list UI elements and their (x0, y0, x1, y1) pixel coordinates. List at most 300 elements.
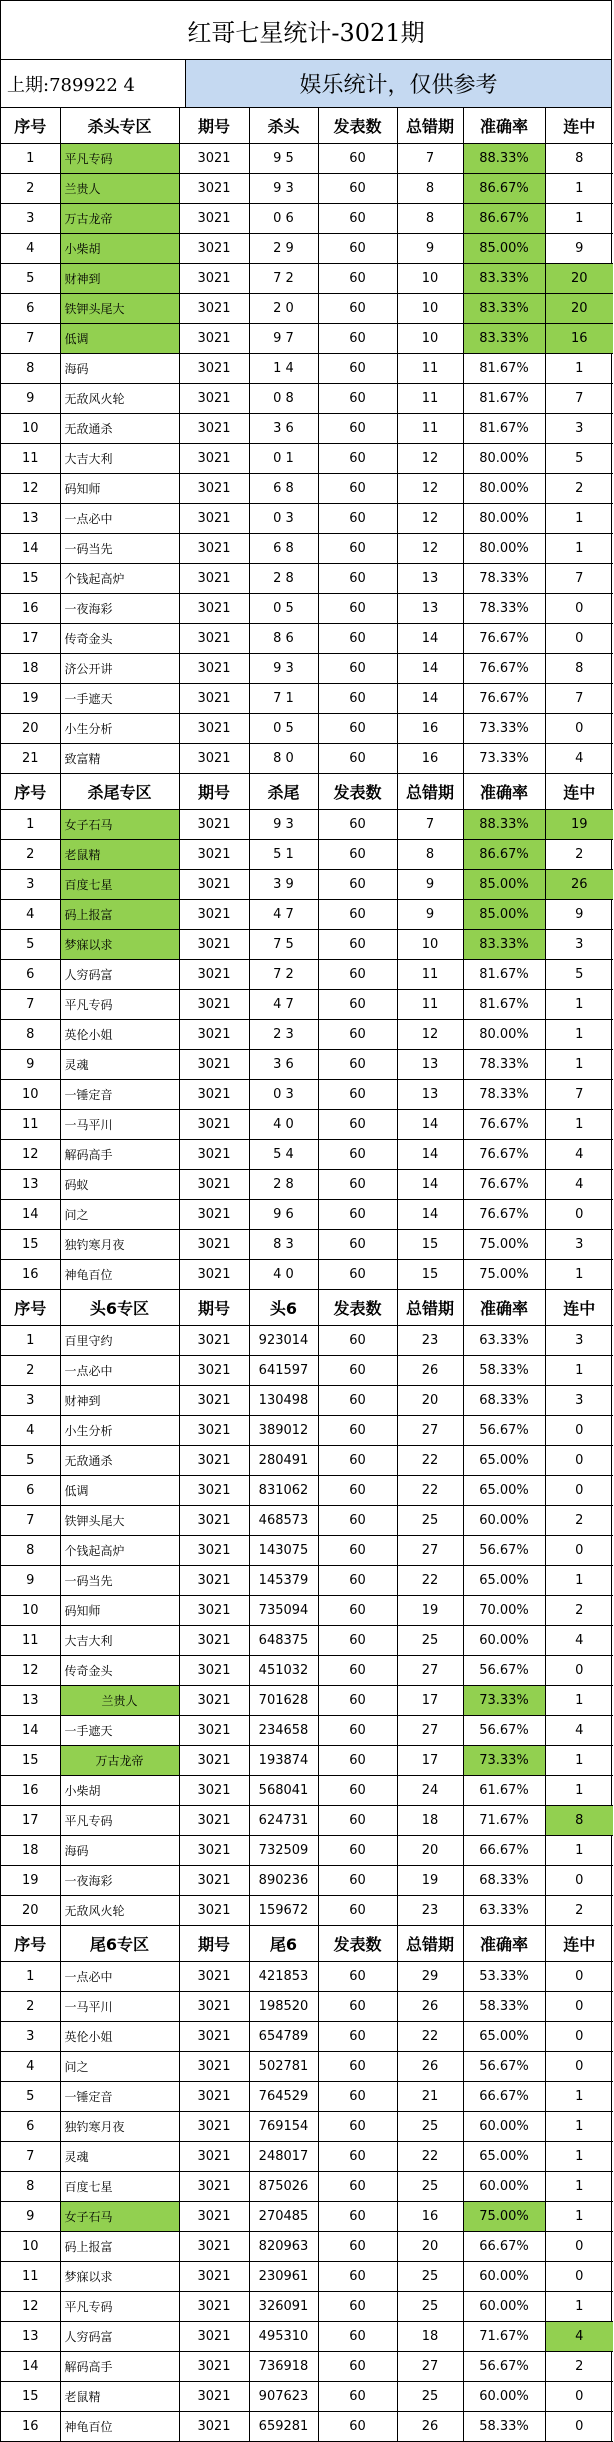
post-count: 60 (318, 1746, 397, 1776)
code-value: 2 8 (249, 564, 318, 594)
error-count: 20 (397, 1836, 463, 1866)
streak-count: 0 (545, 1446, 613, 1476)
error-count: 12 (397, 504, 463, 534)
issue-number: 3021 (179, 384, 249, 414)
post-count: 60 (318, 2022, 397, 2052)
row-number: 3 (1, 204, 60, 234)
accuracy-rate: 76.67% (463, 654, 545, 684)
streak-count: 3 (545, 414, 613, 444)
post-count: 60 (318, 840, 397, 870)
streak-count: 1 (545, 990, 613, 1020)
header-total: 发表数 (318, 1290, 397, 1326)
accuracy-rate: 56.67% (463, 2052, 545, 2082)
table-row (1, 1200, 613, 1230)
error-count: 9 (397, 900, 463, 930)
row-number: 3 (1, 1386, 60, 1416)
post-count: 60 (318, 324, 397, 354)
predictor-name: 一锤定音 (60, 2082, 179, 2112)
header-no: 序号 (1, 108, 60, 144)
post-count: 60 (318, 1140, 397, 1170)
predictor-name: 码知师 (60, 474, 179, 504)
accuracy-rate: 65.00% (463, 2022, 545, 2052)
issue-number: 3021 (179, 1446, 249, 1476)
code-value: 641597 (249, 1356, 318, 1386)
accuracy-rate: 61.67% (463, 1776, 545, 1806)
post-count: 60 (318, 354, 397, 384)
streak-count: 0 (545, 2232, 613, 2262)
row-number: 1 (1, 810, 60, 840)
row-number: 19 (1, 684, 60, 714)
predictor-name: 低调 (60, 324, 179, 354)
issue-number: 3021 (179, 2322, 249, 2352)
streak-count: 1 (545, 1110, 613, 1140)
accuracy-rate: 86.67% (463, 204, 545, 234)
predictor-name: 无敌风火轮 (60, 384, 179, 414)
row-number: 15 (1, 1746, 60, 1776)
error-count: 12 (397, 444, 463, 474)
table-row (1, 384, 613, 414)
accuracy-rate: 83.33% (463, 264, 545, 294)
issue-number: 3021 (179, 744, 249, 774)
error-count: 10 (397, 264, 463, 294)
predictor-name: 神龟百位 (60, 1260, 179, 1290)
accuracy-rate: 65.00% (463, 2142, 545, 2172)
accuracy-rate: 80.00% (463, 504, 545, 534)
accuracy-rate: 71.67% (463, 1806, 545, 1836)
post-count: 60 (318, 1836, 397, 1866)
accuracy-rate: 65.00% (463, 1566, 545, 1596)
table-row (1, 1080, 613, 1110)
error-count: 27 (397, 1416, 463, 1446)
code-value: 732509 (249, 1836, 318, 1866)
predictor-name: 英伦小姐 (60, 1020, 179, 1050)
row-number: 13 (1, 1686, 60, 1716)
row-number: 6 (1, 1476, 60, 1506)
table-row (1, 1020, 613, 1050)
streak-count: 1 (545, 354, 613, 384)
table-row (1, 2322, 613, 2352)
predictor-name: 个钱起高炉 (60, 564, 179, 594)
issue-number: 3021 (179, 324, 249, 354)
code-value: 0 8 (249, 384, 318, 414)
streak-count: 1 (545, 2202, 613, 2232)
row-number: 9 (1, 2202, 60, 2232)
post-count: 60 (318, 204, 397, 234)
row-number: 2 (1, 840, 60, 870)
post-count: 60 (318, 2082, 397, 2112)
row-number: 3 (1, 2022, 60, 2052)
accuracy-rate: 88.33% (463, 144, 545, 174)
error-count: 13 (397, 594, 463, 624)
table-row (1, 564, 613, 594)
table-row (1, 1992, 613, 2022)
post-count: 60 (318, 1656, 397, 1686)
predictor-name: 平凡专码 (60, 990, 179, 1020)
table-row (1, 1110, 613, 1140)
predictor-name: 海码 (60, 354, 179, 384)
predictor-name: 无敌通杀 (60, 1446, 179, 1476)
issue-number: 3021 (179, 174, 249, 204)
table-row (1, 1326, 613, 1356)
error-count: 26 (397, 2412, 463, 2442)
accuracy-rate: 80.00% (463, 1020, 545, 1050)
predictor-name: 平凡专码 (60, 2292, 179, 2322)
table-row (1, 1746, 613, 1776)
error-count: 25 (397, 1626, 463, 1656)
issue-number: 3021 (179, 504, 249, 534)
accuracy-rate: 76.67% (463, 1140, 545, 1170)
error-count: 14 (397, 1110, 463, 1140)
predictor-name: 灵魂 (60, 2142, 179, 2172)
post-count: 60 (318, 294, 397, 324)
issue-number: 3021 (179, 1836, 249, 1866)
code-value: 4 0 (249, 1110, 318, 1140)
accuracy-rate: 65.00% (463, 1476, 545, 1506)
streak-count: 0 (545, 1416, 613, 1446)
post-count: 60 (318, 234, 397, 264)
row-number: 20 (1, 714, 60, 744)
streak-count: 4 (545, 1626, 613, 1656)
streak-count: 7 (545, 1080, 613, 1110)
streak-count: 1 (545, 1566, 613, 1596)
error-count: 22 (397, 2022, 463, 2052)
error-count: 8 (397, 204, 463, 234)
issue-number: 3021 (179, 930, 249, 960)
accuracy-rate: 58.33% (463, 1992, 545, 2022)
predictor-name: 灵魂 (60, 1050, 179, 1080)
accuracy-rate: 83.33% (463, 324, 545, 354)
issue-number: 3021 (179, 654, 249, 684)
code-value: 198520 (249, 1992, 318, 2022)
streak-count: 7 (545, 564, 613, 594)
code-value: 831062 (249, 1476, 318, 1506)
predictor-name: 无敌风火轮 (60, 1896, 179, 1926)
predictor-name: 码上报富 (60, 900, 179, 930)
accuracy-rate: 78.33% (463, 1050, 545, 1080)
predictor-name: 一夜海彩 (60, 1866, 179, 1896)
streak-count: 19 (545, 810, 613, 840)
error-count: 12 (397, 534, 463, 564)
table-row (1, 174, 613, 204)
header-zone: 头6专区 (60, 1290, 179, 1326)
code-value: 9 7 (249, 324, 318, 354)
predictor-name: 低调 (60, 1476, 179, 1506)
accuracy-rate: 76.67% (463, 1170, 545, 1200)
error-count: 14 (397, 1140, 463, 1170)
table-row (1, 1170, 613, 1200)
issue-number: 3021 (179, 354, 249, 384)
code-value: 820963 (249, 2232, 318, 2262)
predictor-name: 平凡专码 (60, 1806, 179, 1836)
predictor-name: 英伦小姐 (60, 2022, 179, 2052)
issue-number: 3021 (179, 1896, 249, 1926)
post-count: 60 (318, 2292, 397, 2322)
post-count: 60 (318, 1716, 397, 1746)
table-row (1, 534, 613, 564)
error-count: 25 (397, 2172, 463, 2202)
issue-number: 3021 (179, 1416, 249, 1446)
post-count: 60 (318, 1356, 397, 1386)
table-row (1, 1416, 613, 1446)
issue-number: 3021 (179, 204, 249, 234)
error-count: 11 (397, 960, 463, 990)
predictor-name: 个钱起高炉 (60, 1536, 179, 1566)
post-count: 60 (318, 2322, 397, 2352)
table-row (1, 2412, 613, 2442)
table-row (1, 144, 613, 174)
issue-number: 3021 (179, 1656, 249, 1686)
header-errors: 总错期 (397, 1926, 463, 1962)
accuracy-rate: 71.67% (463, 2322, 545, 2352)
post-count: 60 (318, 930, 397, 960)
code-value: 0 5 (249, 594, 318, 624)
accuracy-rate: 80.00% (463, 474, 545, 504)
section-header-row (1, 774, 613, 810)
streak-count: 8 (545, 1806, 613, 1836)
error-count: 27 (397, 1656, 463, 1686)
predictor-name: 问之 (60, 1200, 179, 1230)
error-count: 14 (397, 684, 463, 714)
predictor-name: 一马平川 (60, 1110, 179, 1140)
section-header-row (1, 108, 613, 144)
row-number: 1 (1, 144, 60, 174)
accuracy-rate: 56.67% (463, 1416, 545, 1446)
code-value: 8 3 (249, 1230, 318, 1260)
streak-count: 2 (545, 1506, 613, 1536)
table-row (1, 2232, 613, 2262)
issue-number: 3021 (179, 2172, 249, 2202)
row-number: 2 (1, 174, 60, 204)
row-number: 18 (1, 654, 60, 684)
issue-number: 3021 (179, 1110, 249, 1140)
error-count: 23 (397, 1326, 463, 1356)
streak-count: 0 (545, 1866, 613, 1896)
streak-count: 0 (545, 1992, 613, 2022)
code-value: 451032 (249, 1656, 318, 1686)
row-number: 15 (1, 1230, 60, 1260)
streak-count: 2 (545, 1596, 613, 1626)
header-errors: 总错期 (397, 1290, 463, 1326)
accuracy-rate: 85.00% (463, 900, 545, 930)
error-count: 29 (397, 1962, 463, 1992)
table-row (1, 1776, 613, 1806)
error-count: 17 (397, 1746, 463, 1776)
streak-count: 1 (545, 1746, 613, 1776)
post-count: 60 (318, 1992, 397, 2022)
streak-count: 1 (545, 2112, 613, 2142)
streak-count: 0 (545, 2052, 613, 2082)
error-count: 14 (397, 654, 463, 684)
post-count: 60 (318, 474, 397, 504)
post-count: 60 (318, 2382, 397, 2412)
predictor-name: 解码高手 (60, 2352, 179, 2382)
post-count: 60 (318, 1110, 397, 1140)
code-value: 9 3 (249, 174, 318, 204)
row-number: 10 (1, 1596, 60, 1626)
accuracy-rate: 60.00% (463, 2172, 545, 2202)
post-count: 60 (318, 1962, 397, 1992)
table-row (1, 1566, 613, 1596)
accuracy-rate: 85.00% (463, 870, 545, 900)
row-number: 12 (1, 1140, 60, 1170)
table-row (1, 624, 613, 654)
error-count: 14 (397, 624, 463, 654)
issue-number: 3021 (179, 2202, 249, 2232)
post-count: 60 (318, 960, 397, 990)
predictor-name: 老鼠精 (60, 2382, 179, 2412)
post-count: 60 (318, 900, 397, 930)
post-count: 60 (318, 534, 397, 564)
table-row (1, 1506, 613, 1536)
code-value: 890236 (249, 1866, 318, 1896)
row-number: 11 (1, 1626, 60, 1656)
code-value: 6 8 (249, 534, 318, 564)
code-value: 0 5 (249, 714, 318, 744)
streak-count: 1 (545, 1686, 613, 1716)
issue-number: 3021 (179, 1506, 249, 1536)
stats-table-body (1, 108, 613, 2442)
table-row (1, 1896, 613, 1926)
streak-count: 3 (545, 930, 613, 960)
accuracy-rate: 76.67% (463, 1110, 545, 1140)
predictor-name: 一码当先 (60, 534, 179, 564)
row-number: 13 (1, 2322, 60, 2352)
streak-count: 0 (545, 2022, 613, 2052)
post-count: 60 (318, 654, 397, 684)
row-number: 4 (1, 900, 60, 930)
streak-count: 4 (545, 1716, 613, 1746)
accuracy-rate: 78.33% (463, 1080, 545, 1110)
code-value: 326091 (249, 2292, 318, 2322)
row-number: 11 (1, 1110, 60, 1140)
table-row (1, 2202, 613, 2232)
streak-count: 4 (545, 744, 613, 774)
table-row (1, 234, 613, 264)
predictor-name: 小生分析 (60, 1416, 179, 1446)
issue-number: 3021 (179, 624, 249, 654)
row-number: 5 (1, 2082, 60, 2112)
row-number: 21 (1, 744, 60, 774)
row-number: 6 (1, 2112, 60, 2142)
accuracy-rate: 76.67% (463, 1200, 545, 1230)
accuracy-rate: 56.67% (463, 1716, 545, 1746)
issue-number: 3021 (179, 1566, 249, 1596)
error-count: 15 (397, 1260, 463, 1290)
stats-table (1, 108, 613, 2442)
accuracy-rate: 60.00% (463, 1506, 545, 1536)
error-count: 11 (397, 354, 463, 384)
accuracy-rate: 85.00% (463, 234, 545, 264)
header-total: 发表数 (318, 108, 397, 144)
predictor-name: 百度七星 (60, 870, 179, 900)
issue-number: 3021 (179, 2382, 249, 2412)
row-number: 15 (1, 2382, 60, 2412)
code-value: 230961 (249, 2262, 318, 2292)
post-count: 60 (318, 1020, 397, 1050)
code-value: 7 2 (249, 264, 318, 294)
predictor-name: 一夜海彩 (60, 594, 179, 624)
table-row (1, 2022, 613, 2052)
issue-number: 3021 (179, 1230, 249, 1260)
issue-number: 3021 (179, 900, 249, 930)
issue-number: 3021 (179, 1476, 249, 1506)
error-count: 20 (397, 1386, 463, 1416)
accuracy-rate: 58.33% (463, 2412, 545, 2442)
table-row (1, 1686, 613, 1716)
predictor-name: 老鼠精 (60, 840, 179, 870)
error-count: 9 (397, 870, 463, 900)
row-number: 4 (1, 2052, 60, 2082)
table-row (1, 960, 613, 990)
code-value: 9 3 (249, 810, 318, 840)
header-zone: 尾6专区 (60, 1926, 179, 1962)
streak-count: 3 (545, 1386, 613, 1416)
table-row (1, 930, 613, 960)
row-number: 19 (1, 1866, 60, 1896)
predictor-name: 铁钾头尾大 (60, 1506, 179, 1536)
table-row (1, 2262, 613, 2292)
code-value: 5 1 (249, 840, 318, 870)
error-count: 12 (397, 1020, 463, 1050)
predictor-name: 传奇金头 (60, 1656, 179, 1686)
streak-count: 1 (545, 534, 613, 564)
post-count: 60 (318, 1626, 397, 1656)
header-total: 发表数 (318, 1926, 397, 1962)
post-count: 60 (318, 1080, 397, 1110)
post-count: 60 (318, 1776, 397, 1806)
error-count: 14 (397, 1200, 463, 1230)
predictor-name: 无敌通杀 (60, 414, 179, 444)
code-value: 5 4 (249, 1140, 318, 1170)
error-count: 19 (397, 1866, 463, 1896)
error-count: 26 (397, 1992, 463, 2022)
row-number: 7 (1, 2142, 60, 2172)
issue-number: 3021 (179, 2412, 249, 2442)
streak-count: 20 (545, 294, 613, 324)
streak-count: 7 (545, 684, 613, 714)
header-no: 序号 (1, 1926, 60, 1962)
streak-count: 1 (545, 2142, 613, 2172)
issue-number: 3021 (179, 1020, 249, 1050)
row-number: 13 (1, 1170, 60, 1200)
code-value: 7 1 (249, 684, 318, 714)
row-number: 11 (1, 2262, 60, 2292)
predictor-name: 一锤定音 (60, 1080, 179, 1110)
predictor-name: 铁钾头尾大 (60, 294, 179, 324)
error-count: 22 (397, 2142, 463, 2172)
predictor-name: 码上报富 (60, 2232, 179, 2262)
header-streak: 连中 (545, 108, 613, 144)
table-row (1, 324, 613, 354)
table-row (1, 1386, 613, 1416)
table-row (1, 1626, 613, 1656)
table-row (1, 2382, 613, 2412)
predictor-name: 万古龙帝 (60, 204, 179, 234)
error-count: 8 (397, 174, 463, 204)
accuracy-rate: 63.33% (463, 1326, 545, 1356)
accuracy-rate: 83.33% (463, 930, 545, 960)
streak-count: 1 (545, 504, 613, 534)
header-errors: 总错期 (397, 774, 463, 810)
issue-number: 3021 (179, 1326, 249, 1356)
error-count: 11 (397, 384, 463, 414)
error-count: 10 (397, 930, 463, 960)
issue-number: 3021 (179, 960, 249, 990)
issue-number: 3021 (179, 1050, 249, 1080)
error-count: 11 (397, 990, 463, 1020)
code-value: 280491 (249, 1446, 318, 1476)
table-row (1, 1656, 613, 1686)
